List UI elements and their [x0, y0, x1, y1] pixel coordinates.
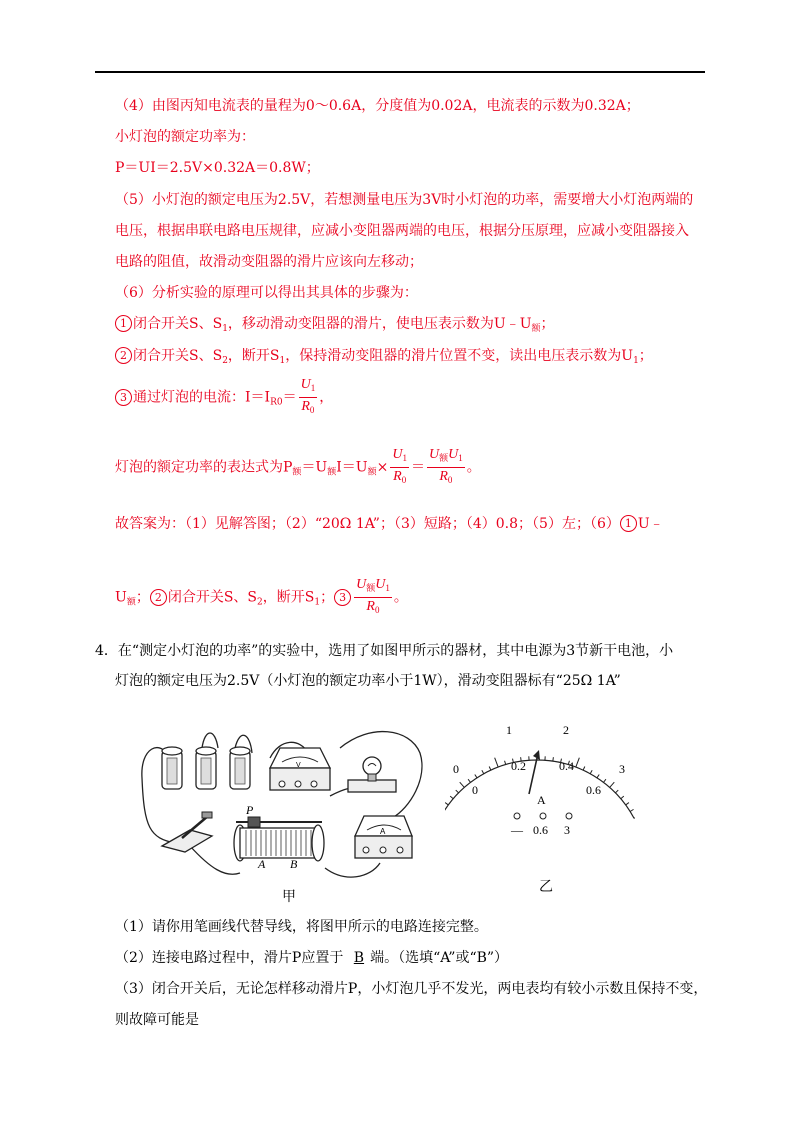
problem-4-line-2: 灯泡的额定电压为2.5V（小灯泡的额定功率小于1W），滑动变阻器标有“25Ω 1A”	[115, 673, 621, 689]
figure-yi-dial	[445, 720, 635, 850]
label-a: A	[258, 857, 266, 871]
voltmeter-icon	[270, 748, 330, 790]
sub-question-1: （1）请你用笔画线代替导线，将图甲所示的电路连接完整。	[115, 919, 488, 935]
dial-bottom-tick-2: 0.4	[559, 759, 574, 773]
battery-icon	[162, 747, 250, 789]
dial-unit-label: A	[537, 793, 546, 807]
solution-line-10: （6）分析实验的原理可以得出其具体的步骤为：	[115, 285, 418, 301]
answer-line-1: 故答案为：（1）见解答图；（2）“20Ω 1A”；（3）短路；（4）0.8；（5）左；（6） 1 U﹣	[115, 516, 664, 532]
step-1: 1 闭合开关S、$S_1$，移动滑动变阻器的滑片，使电压表示数为$U﹣U_额$；	[115, 314, 555, 339]
fraction-u1-r0-b: $\frac{U_1}{R_0}$	[390, 446, 409, 489]
svg-text:V: V	[296, 762, 301, 769]
rheostat-icon	[234, 803, 324, 871]
dial-top-tick-0: 0	[453, 762, 459, 776]
ammeter-icon	[355, 816, 412, 858]
step-3-number: 3	[115, 389, 132, 406]
step-1-number: 1	[115, 315, 132, 332]
header-rule	[95, 71, 705, 73]
figure-jia-caption: 甲	[282, 889, 296, 905]
terminal-3: 3	[564, 823, 570, 837]
terminal-negative: —	[511, 823, 523, 837]
solution-line-4: （4）由图丙知电流表的量程为0～0.6A，分度值为0.02A，电流表的示数为0.32A；	[115, 98, 640, 114]
dial-tick	[495, 758, 499, 767]
fraction-u1-r0: $\frac{U_1}{R_0}$	[299, 376, 318, 419]
dial-top-tick-2: 2	[563, 723, 569, 737]
solution-line-9: 电路的阻值，故滑动变阻器的滑片应该向左移动；	[115, 254, 423, 270]
problem-4-line-1: 4．在“测定小灯泡的功率”的实验中，选用了如图甲所示的器材，其中电源为3节新干电池，小	[95, 643, 674, 659]
svg-text:A: A	[380, 827, 386, 836]
label-p: P	[246, 803, 254, 817]
answer-line-2: $U_额$； 2 闭合开关S、$S_2$，断开$S_1$； 3 $\frac{U_额U_1}{R_0}$ 。	[115, 576, 408, 623]
solution-line-8: 电压，根据串联电路电压规律，应减小变阻器两端的电压，根据分压原理，应减小变阻器接入	[115, 223, 689, 239]
dial-bottom-tick-0: 0	[472, 783, 478, 797]
step-2-number: 2	[115, 347, 132, 364]
dial-top-tick-3: 3	[619, 762, 625, 776]
switch-icon	[162, 812, 212, 852]
terminal-0-6: 0.6	[533, 823, 548, 837]
answer-blank: B	[353, 950, 365, 966]
sub-question-2: （2）连接电路过程中，滑片P应置于 B 端。（选填“A”或“B”）	[115, 950, 509, 966]
figure-yi-caption: 乙	[539, 879, 553, 895]
sub-question-3-line-1: （3）闭合开关后，无论怎样移动滑片P，小灯泡几乎不发光，两电表均有较小示数且保持不变，	[115, 981, 708, 997]
dial-bottom-tick-3: 0.6	[586, 783, 601, 797]
bulb-icon	[348, 757, 396, 792]
step-3: 3 通过灯泡的电流：$I=I_{R0}=$ $\frac{U_1}{R_0}$ ，	[115, 376, 333, 423]
power-expression: 灯泡的额定功率的表达式为$P_额=U_额I=U_额\times$ $\frac{U_1}{R_0}$ ＝ $\frac{U_额U_1}{R_0}$ 。	[115, 446, 481, 493]
solution-line-5: 小灯泡的额定功率为：	[115, 129, 255, 145]
dial-tick	[610, 782, 615, 787]
dial-bottom-tick-1: 0.2	[511, 759, 526, 773]
fraction-ue-u1-r0: $\frac{U_额U_1}{R_0}$	[427, 446, 465, 489]
sub-question-3-line-2: 则故障可能是	[115, 1012, 199, 1028]
solution-line-6: P＝UI＝2.5V×0.32A＝0.8W；	[115, 160, 320, 176]
label-b: B	[290, 857, 298, 871]
fraction-answer: $\frac{U_额U_1}{R_0}$	[354, 576, 392, 619]
dial-tick	[576, 758, 580, 767]
figure-jia-circuit	[130, 718, 430, 893]
dial-needle	[529, 758, 537, 794]
dial-tick	[460, 782, 465, 787]
dial-top-tick-1: 1	[506, 723, 512, 737]
solution-line-7: （5）小灯泡的额定电压为2.5V，若想测量电压为3V时小灯泡的功率，需要增大小灯泡两端的	[115, 192, 694, 208]
step-2: 2 闭合开关S、$S_2$，断开$S_1$，保持滑动变阻器的滑片位置不变，读出电压表示数为$U_1$；	[115, 346, 653, 371]
